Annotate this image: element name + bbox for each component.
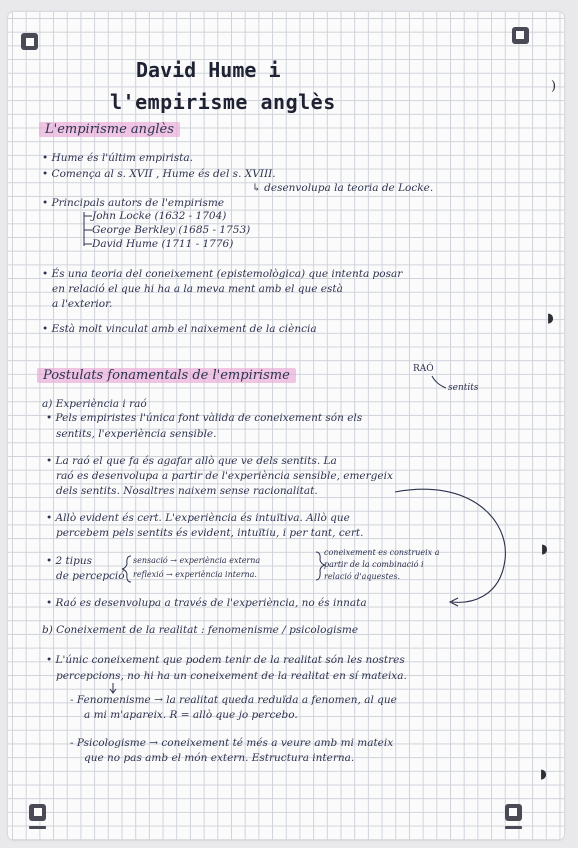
binder-hole-icon: ◗ — [540, 767, 547, 782]
bullet-teoria: • És una teoria del coneixement (epistemològica) que intenta posar — [42, 268, 403, 280]
bullet-text: És una teoria del coneixement (epistemològica) que intenta posar — [51, 268, 403, 280]
page-title-line-1: David Hume i — [136, 58, 281, 82]
bullet-text: L'únic coneixement que podem tenir de la realitat són les nostres — [55, 654, 405, 666]
section-heading-postulats: Postulats fonamentals de l'empirisme — [37, 368, 296, 383]
bullet-rao-agafar: • La raó el que fa és agafar allò que ve dels sentits. La — [46, 455, 337, 467]
author-berkley: George Berkley (1685 - 1753) — [92, 224, 251, 236]
bullet-text: Comença al s. XVII , Hume és del s. XVIII. — [51, 168, 276, 180]
bullet-empiristes-line-2: sentits, l'experiència sensible. — [56, 428, 217, 440]
bullet-text: Raó es desenvolupa a través de l'experiència, no és innata — [55, 597, 367, 609]
note-construeix-1: coneixement es construeix a — [324, 548, 440, 557]
bullet-evident-line-2: percebem pels sentits és evident, intuïtiu, i per tant, cert. — [56, 527, 364, 539]
bullet-teoria-line-3: a l'exterior. — [52, 298, 113, 310]
bullet-text: Hume és l'últim empirista. — [51, 152, 193, 164]
psicologisme-line-1: - Psicologisme → coneixement té més a veure amb mi mateix — [70, 737, 394, 749]
bullet-ciencia: • Està molt vinculat amb el naixement de la ciència — [42, 323, 317, 335]
author-locke: John Locke (1632 - 1704) — [92, 210, 227, 222]
note-sentits: sentits — [448, 383, 479, 393]
fenomenisme-line-1: - Fenomenisme → la realitat queda reduïda a fenomen, al que — [70, 694, 397, 706]
author-tree-bracket — [84, 212, 92, 246]
section-heading-empirisme: L'empirisme anglès — [39, 122, 180, 137]
left-brace — [122, 556, 131, 582]
subheading-experiencia-rao: a) Experiència i raó — [42, 398, 147, 410]
page-title-line-2: l'empirisme anglès — [110, 90, 336, 114]
fenomenisme-line-2: a mi m'apareix. R = allò que jo percebo. — [84, 709, 298, 721]
arrow-percepcions — [110, 683, 116, 693]
tipus-reflexio: reflexió → experiència interna. — [133, 570, 257, 579]
subheading-coneixement-realitat: b) Coneixement de la realitat : fenomenisme / psicologisme — [42, 624, 359, 636]
binder-hole-icon: ◗ — [541, 542, 548, 557]
bullet-no-innata: • Raó es desenvolupa a través de l'experiència, no és innata — [46, 597, 367, 609]
note-construeix-3: relació d'aquestes. — [324, 572, 401, 581]
bullet-rao-line-2: raó es desenvolupa a partir de l'experiència sensible, emergeix — [56, 470, 393, 482]
bullet-comenca: • Comença al s. XVII , Hume és del s. XVIII. — [42, 168, 276, 180]
loop-arrow — [395, 489, 505, 602]
note-construeix-2: partir de la combinació i — [324, 560, 424, 569]
bullet-unic-line-2: percepcions, no hi ha un coneixement de la realitat en sí mateixa. — [56, 670, 407, 682]
binder-hole-icon: ) — [551, 79, 557, 94]
bullet-evident: • Allò evident és cert. L'experiència és intuïtiva. Allò que — [46, 512, 350, 524]
author-hume: David Hume (1711 - 1776) — [92, 238, 234, 250]
psicologisme-line-2: que no pas amb el món extern. Estructura interna. — [84, 752, 355, 764]
note-desenvolupa: ↳ desenvolupa la teoria de Locke. — [252, 182, 434, 194]
bullet-hume-ultim: • Hume és l'últim empirista. — [42, 152, 193, 164]
tipus-percepcio-line-2: de percepció — [56, 570, 125, 582]
bullet-empiristes: • Pels empiristes l'única font vàlida de coneixement són els — [46, 412, 363, 424]
bullet-text: Pels empiristes l'única font vàlida de coneixement són els — [55, 412, 363, 424]
bullet-text: La raó el que fa és agafar allò que ve dels sentits. La — [55, 455, 337, 467]
right-brace — [316, 552, 325, 580]
bullet-unic-coneixement: • L'únic coneixement que podem tenir de la realitat són les nostres — [46, 654, 405, 666]
binder-hole-icon: ◗ — [547, 311, 554, 326]
arrow-sentits-rao — [432, 376, 446, 388]
note-rao: RAÓ — [413, 364, 434, 374]
bullet-text: Allò evident és cert. L'experiència és intuïtiva. Allò que — [55, 512, 350, 524]
tipus-sensacio: sensació → experiència externa — [133, 556, 261, 565]
bullet-autors: • Principals autors de l'empirisme — [42, 197, 225, 209]
bullet-text: Principals autors de l'empirisme — [51, 197, 225, 209]
bullet-tipus-percepcio: • 2 tipus — [46, 555, 92, 567]
bullet-teoria-line-2: en relació el que hi ha a la meva ment amb el que està — [52, 283, 343, 295]
bullet-rao-line-3: dels sentits. Nosaltres naixem sense racionalitat. — [56, 485, 318, 497]
bullet-text: 2 tipus — [55, 555, 92, 567]
bullet-text: Està molt vinculat amb el naixement de la ciència — [51, 323, 317, 335]
